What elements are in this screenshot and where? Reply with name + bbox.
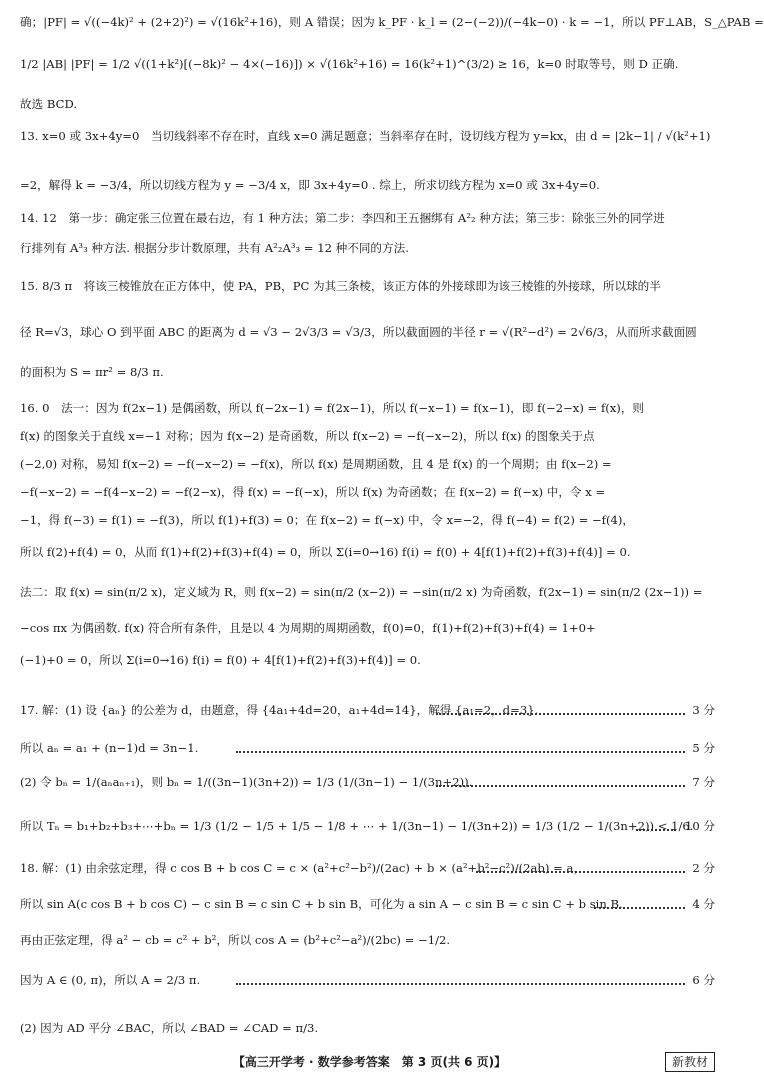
text-line-content: 行排列有 A³₃ 种方法. 根据分步计数原理，共有 A²₂A³₃ = 12 种不同的方法.: [20, 241, 409, 255]
score-leader-dots: [236, 981, 685, 985]
score-leader-dots: [594, 905, 685, 909]
text-line-content: −1，得 f(−3) = f(1) = −f(3)，所以 f(1)+f(3) = 0；在 f(x−2) = f(−x) 中，令 x=−2，得 f(−4) = f(2) = −f(4)，: [20, 513, 634, 527]
text-line-content: f(x) 的图象关于直线 x=−1 对称；因为 f(x−2) 是奇函数，所以 f(x−2) = −f(−x−2)，所以 f(x) 的图象关于点: [20, 429, 595, 443]
text-line-content: 18. 解：(1) 由余弦定理，得 c cos B + b cos C = c × (a²+c²−b²)/(2ac) + b × (a²+b²−c²)/(2ab) = a，: [20, 861, 585, 875]
score-leader-dots: [436, 783, 685, 787]
score-leader-dots: [636, 827, 676, 831]
text-line-content: 法二：取 f(x) = sin(π/2 x)，定义域为 R，则 f(x−2) = sin(π/2 (x−2)) = −sin(π/2 x) 为奇函数，f(2x−1) = sin(π/2 (2x−1)) =: [20, 585, 703, 599]
text-line-content: 径 R=√3，球心 O 到平面 ABC 的距离为 d = √3 − 2√3/3 = √3/3，所以截面圆的半径 r = √(R²−d²) = 2√6/3，从而所求截面圆: [20, 325, 697, 339]
text-line-content: (2) 令 bₙ = 1/(aₙaₙ₊₁)，则 bₙ = 1/((3n−1)(3n+2)) = 1/3 (1/(3n−1) − 1/(3n+2)).: [20, 775, 473, 789]
score-leader-dots: [476, 869, 685, 873]
score-points: 5 分: [692, 741, 715, 755]
text-line-content: =2，解得 k = −3/4，所以切线方程为 y = −3/4 x，即 3x+4y=0 . 综上，所求切线方程为 x=0 或 3x+4y=0.: [20, 178, 600, 192]
text-line-content: 17. 解：(1) 设 {aₙ} 的公差为 d，由题意，得 {4a₁+4d=20，a₁+4d=14}，解得 {a₁=2，d=3}.: [20, 703, 539, 717]
score-leader-dots: [236, 749, 685, 753]
score-points: 3 分: [692, 703, 715, 717]
page-footer: [0, 1052, 739, 1072]
score-points: 4 分: [692, 897, 715, 911]
text-line-content: 所以 f(2)+f(4) = 0，从而 f(1)+f(2)+f(3)+f(4) = 0，所以 Σ(i=0→16) f(i) = f(0) + 4[f(1)+f(2)+f(3)+f(4)] = 0.: [20, 545, 631, 559]
score-points: 7 分: [692, 775, 715, 789]
text-line-content: 的面积为 S = πr² = 8/3 π.: [20, 365, 164, 379]
text-line-content: (2) 因为 AD 平分 ∠BAC，所以 ∠BAD = ∠CAD = π/3.: [20, 1021, 319, 1035]
text-line-content: 再由正弦定理，得 a² − cb = c² + b²，所以 cos A = (b²+c²−a²)/(2bc) = −1/2.: [20, 933, 451, 947]
text-line-content: 13. x=0 或 3x+4y=0 当切线斜率不存在时，直线 x=0 满足题意；当斜率存在时，设切线方程为 y=kx，由 d = |2k−1| / √(k²+1): [20, 129, 711, 143]
text-line-content: 所以 aₙ = a₁ + (n−1)d = 3n−1.: [20, 741, 199, 755]
text-line-content: 1/2 |AB| |PF| = 1/2 √((1+k²)[(−8k)² − 4×(−16)]) × √(16k²+16) = 16(k²+1)^(3/2) ≥ 16，k=0 时取等号，则 D 正确.: [20, 57, 679, 71]
score-leader-dots: [436, 711, 685, 715]
text-line-content: 16. 0 法一：因为 f(2x−1) 是偶函数，所以 f(−2x−1) = f(2x−1)，所以 f(−x−1) = f(x−1)，即 f(−2−x) = f(x)，则: [20, 401, 645, 415]
text-line-content: 所以 Tₙ = b₁+b₂+b₃+⋯+bₙ = 1/3 (1/2 − 1/5 + 1/5 − 1/8 + ⋯ + 1/(3n−1) − 1/(3n+2)) = 1/3 (1/2 − 1/(3n+2)) < 1/6.: [20, 819, 694, 833]
score-points: 2 分: [692, 861, 715, 875]
text-line-content: 15. 8/3 π 将该三棱锥放在正方体中，使 PA，PB，PC 为其三条棱，该正方体的外接球即为该三棱锥的外接球，所以球的半: [20, 279, 661, 293]
text-line-content: 所以 sin A(c cos B + b cos C) − c sin B = c sin C + b sin B，可化为 a sin A − c sin B = c sin C + b sin B.: [20, 897, 623, 911]
text-line-content: 故选 BCD.: [20, 97, 78, 111]
text-line-content: −cos πx 为偶函数. f(x) 符合所有条件，且是以 4 为周期的周期函数，f(0)=0，f(1)+f(2)+f(3)+f(4) = 1+0+: [20, 621, 596, 635]
text-line-content: 因为 A ∈ (0, π)，所以 A = 2/3 π.: [20, 973, 201, 987]
text-line-content: 确；|PF| = √((−4k)² + (2+2)²) = √(16k²+16)，则 A 错误；因为 k_PF · k_l = (2−(−2))/(−4k−0) · k = −1，所以 PF⊥AB，S_△PAB =: [20, 15, 764, 29]
text-line-content: (−1)+0 = 0，所以 Σ(i=0→16) f(i) = f(0) + 4[f(1)+f(2)+f(3)+f(4)] = 0.: [20, 653, 421, 667]
score-points: 6 分: [692, 973, 715, 987]
footer-title: 【高三开学考 · 数学参考答案 第 3 页(共 6 页)】: [232, 1055, 507, 1069]
edition-badge: 新教材: [665, 1052, 715, 1072]
text-line-content: 14. 12 第一步：确定张三位置在最右边，有 1 种方法；第二步：李四和王五捆绑有 A²₂ 种方法；第三步：除张三外的同学进: [20, 211, 665, 225]
text-line-content: −f(−x−2) = −f(4−x−2) = −f(2−x)，得 f(x) = −f(−x)，所以 f(x) 为奇函数；在 f(x−2) = f(−x) 中，令 x =: [20, 485, 606, 499]
score-points: 10 分: [684, 819, 715, 833]
text-line-content: (−2,0) 对称，易知 f(x−2) = −f(−x−2) = −f(x)，所以 f(x) 是周期函数，且 4 是 f(x) 的一个周期；由 f(x−2) =: [20, 457, 612, 471]
